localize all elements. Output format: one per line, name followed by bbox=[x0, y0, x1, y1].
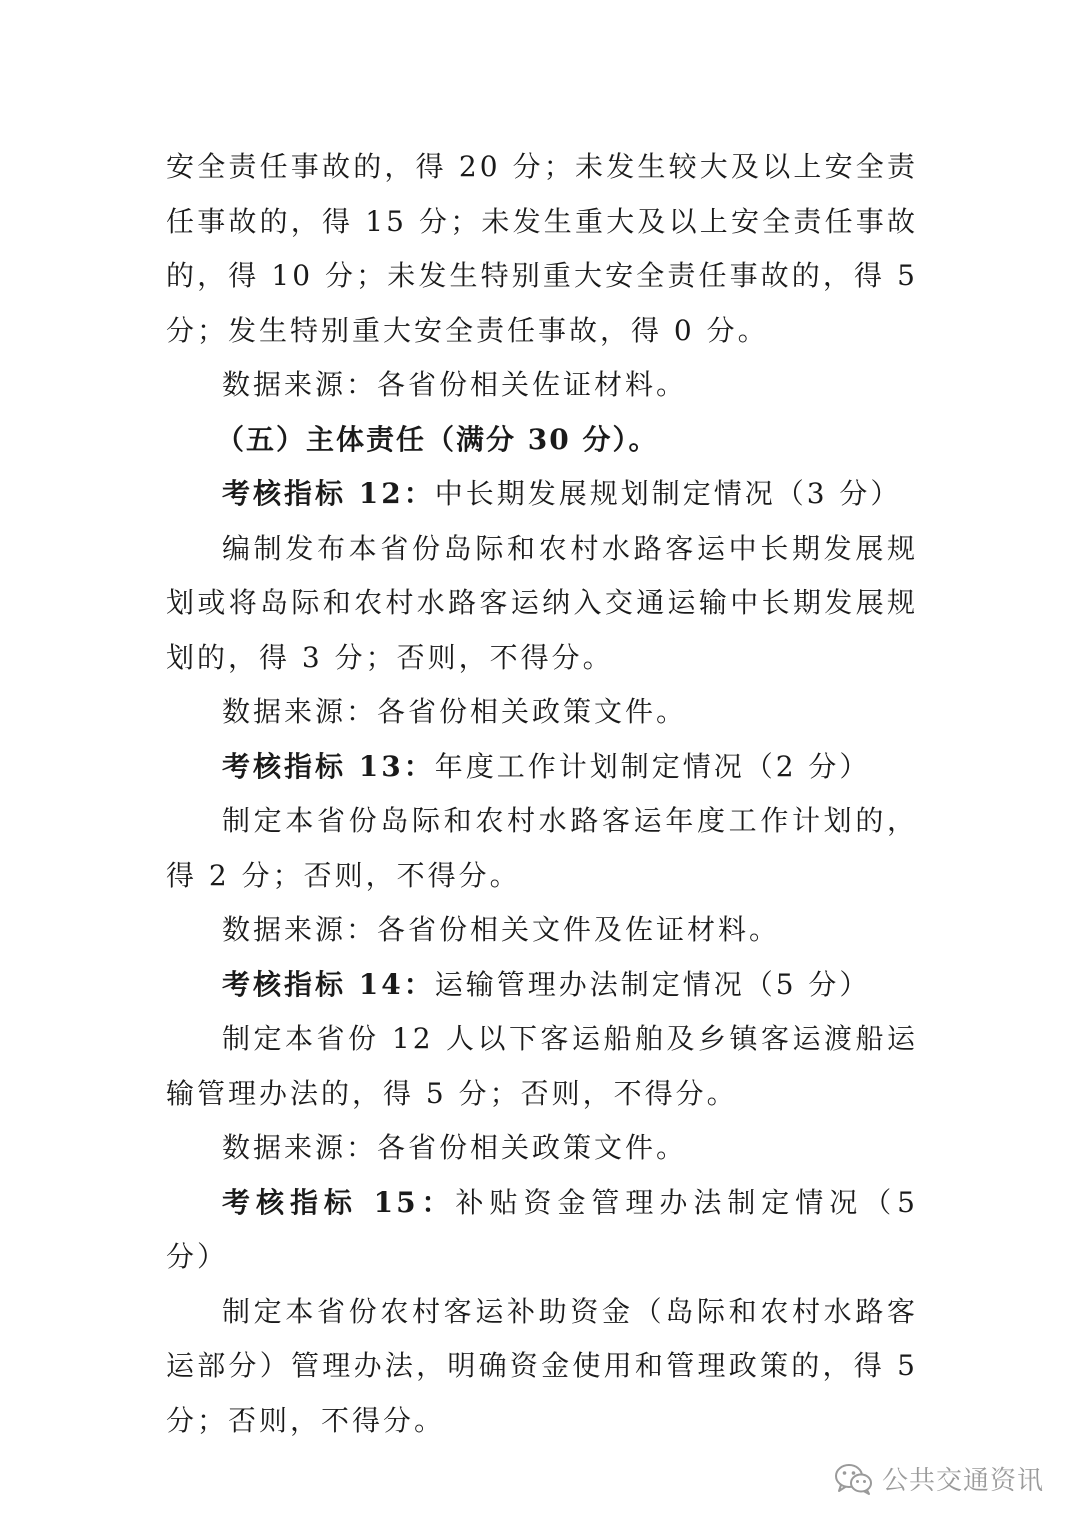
indicator-title: 中长期发展规划制定情况（3 分） bbox=[434, 477, 902, 510]
indicator-heading bbox=[166, 958, 918, 1013]
indicator-heading bbox=[166, 467, 918, 522]
data-source-text: 数据来源：各省份相关政策文件。 bbox=[222, 1131, 688, 1164]
indicator-label: 考核指标 13： bbox=[222, 749, 435, 783]
paragraph-accident-scoring: 安全责任事故的，得 20 分；未发生较大及以上安全责任事故的，得 15 分；未发生重大及以上安全责任事故的，得 10 分；未发生特别重大安全责任事故的，得 5 分；发生特别重大安全责任事故，得 0 分。 bbox=[166, 150, 918, 347]
indicator-title: 运输管理办法制定情况（5 分） bbox=[434, 967, 871, 1001]
indicator-body: 制定本省份岛际和农村水路客运年度工作计划的，得 2 分；否则，不得分。 bbox=[166, 804, 918, 892]
indicator-label: 考核指标 14： bbox=[222, 967, 435, 1001]
indicator-heading bbox=[166, 740, 918, 795]
section-heading: （五）主体责任（满分 30 分）。 bbox=[216, 422, 659, 456]
indicator-title: 补贴资金管理办法制定情况（5 分） bbox=[166, 1185, 918, 1273]
watermark-text: 公共交通资讯 bbox=[881, 1466, 1044, 1496]
indicator-body: 制定本省份 12 人以下客运船舶及乡镇客运渡船运输管理办法的，得 5 分；否则，不得分。 bbox=[166, 1022, 918, 1110]
document-content bbox=[166, 140, 918, 1448]
indicator-heading bbox=[166, 1176, 918, 1285]
indicator-label: 考核指标 12： bbox=[222, 477, 435, 510]
indicator-body: 制定本省份农村客运补助资金（岛际和农村水路客运部分）管理办法，明确资金使用和管理政策的，得 5 分；否则，不得分。 bbox=[166, 1294, 918, 1437]
data-source-text: 数据来源：各省份相关佐证材料。 bbox=[222, 368, 688, 401]
watermark bbox=[834, 1460, 1044, 1497]
data-source-text: 数据来源：各省份相关政策文件。 bbox=[222, 695, 688, 728]
indicator-title: 年度工作计划制定情况（2 分） bbox=[434, 749, 871, 783]
data-source-text: 数据来源：各省份相关文件及佐证材料。 bbox=[222, 913, 781, 946]
indicator-body: 编制发布本省份岛际和农村水路客运中长期发展规划或将岛际和农村水路客运纳入交通运输中长期发展规划的，得 3 分；否则，不得分。 bbox=[166, 531, 918, 674]
indicator-label: 考核指标 15： bbox=[222, 1185, 456, 1219]
wechat-icon bbox=[834, 1462, 874, 1496]
